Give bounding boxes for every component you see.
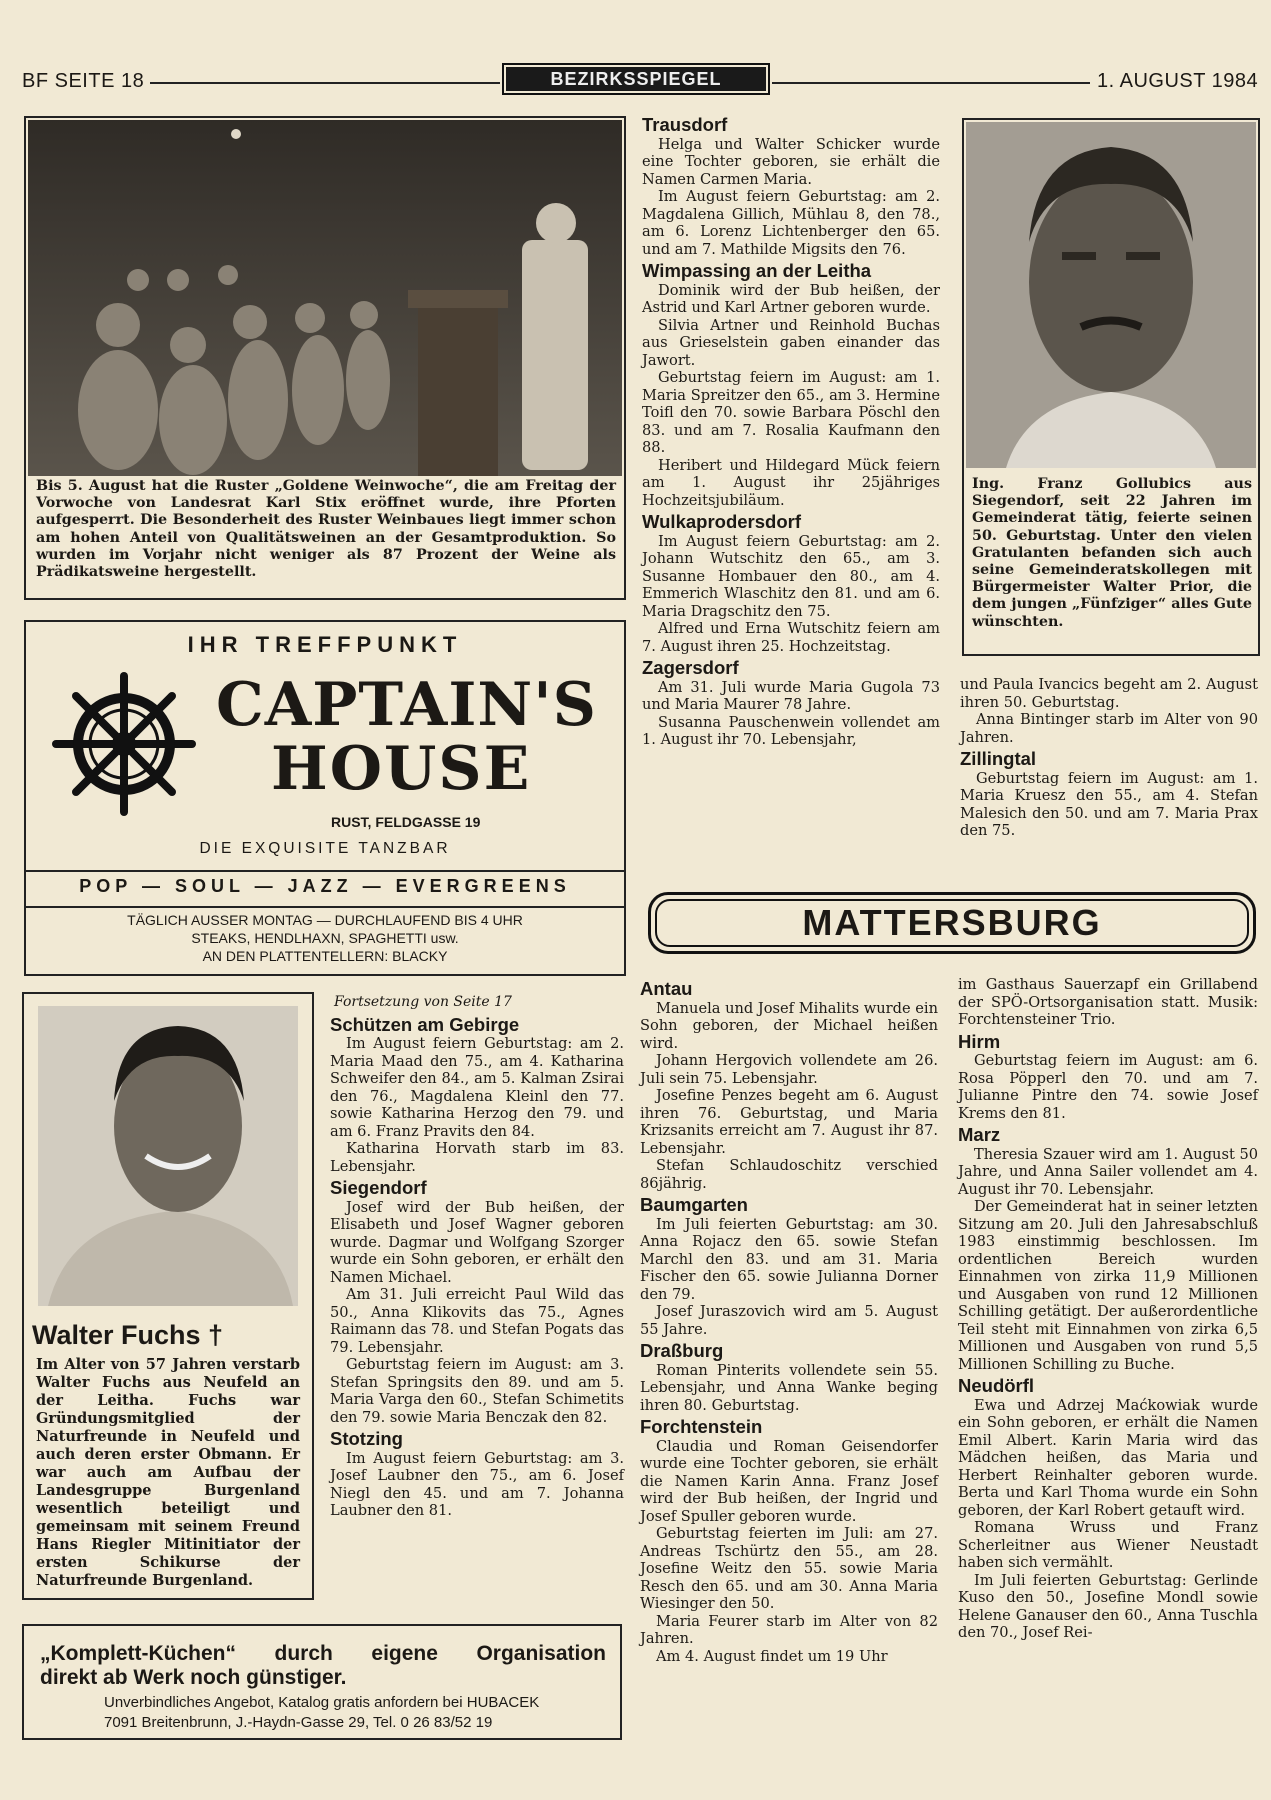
paragraph: Claudia und Roman Geisendorfer wurde eine Tochter geboren, sie erhält die Namen Karin Anna. Franz Josef wird der Bub heißen, der Ingrid und Josef Spuller geboren wurde. — [640, 1437, 938, 1525]
paragraph: Am 31. Juli erreicht Paul Wild das 50., Anna Klikovits das 75., Agnes Raimann das 78. und Stefan Pogats das 79. Lebensjahr. — [330, 1286, 624, 1356]
paragraph: Im August feiern Geburtstag: am 2. Magdalena Gillich, Mühlau 8, den 78., am 6. Lorenz Lichtenberger den 65. und am 7. Mathilde Migsits den 76. — [642, 188, 940, 258]
ruster-photo-image — [28, 120, 622, 476]
masthead — [502, 63, 770, 95]
section-banner — [648, 892, 1256, 954]
paragraph: Im August feiern Geburtstag: am 2. Johann Wutschitz den 65., am 3. Susanne Hombauer den 80., am 4. Emmerich Wlaschitz den 81. und am 6. Maria Dragschitz den 75. — [642, 532, 940, 620]
column-mattersburg-left — [640, 976, 938, 1665]
heading-zagersdorf: Zagersdorf — [642, 657, 739, 678]
paragraph: Josefine Penzes begeht am 6. August ihren 76. Geburtstag, und Maria Krizsanits erreicht am 7. August ihr 87. Lebensjahr. — [640, 1087, 938, 1157]
paragraph: Stefan Schlaudoschitz verschied 86jährig. — [640, 1157, 938, 1192]
paragraph: Im August feiern Geburtstag: am 2. Maria Maad den 75., am 4. Katharina Schweifer den 84., am 5. Kalman Zsirai den 76., Magdalena Kleinl den 77. sowie Katharina Herzog den 79. und am 6. Franz Pravits den 84. — [330, 1035, 624, 1140]
heading-baumgarten: Baumgarten — [640, 1194, 748, 1215]
captain-ad-divider-2 — [26, 906, 624, 908]
paragraph: Theresia Szauer wird am 1. August 50 Jahre, und Anna Sailer vollendet am 4. August ihr 70. Lebensjahr. — [958, 1145, 1259, 1198]
paragraph: Helga und Walter Schicker wurde eine Tochter geboren, sie erhält die Namen Carmen Maria. — [642, 135, 940, 188]
kuechen-ad-headline-1: „Komplett-Küchen“ durch eigene Organisation — [40, 1642, 606, 1665]
kuechen-ad — [22, 1624, 622, 1740]
obituary-photo — [38, 1006, 298, 1306]
column-mattersburg-right — [958, 976, 1258, 1642]
captain-ad-genres: POP — SOUL — JAZZ — EVERGREENS — [79, 876, 571, 896]
gollubics-portrait — [966, 122, 1256, 468]
captain-ad-tagline: IHR TREFFPUNKT — [187, 632, 463, 657]
heading-marz: Marz — [958, 1124, 1001, 1145]
issue-date: 1. AUGUST 1984 — [1097, 70, 1259, 92]
paragraph: Geburtstag feiern im August: am 1. Maria Kruesz den 55., am 4. Stefan Malesich den 50. und am 7. Maria Prax den 75. — [960, 769, 1258, 839]
paragraph: Manuela und Josef Mihalits wurde ein Sohn geboren, der Michael heißen wird. — [640, 999, 938, 1052]
paragraph: Josef wird der Bub heißen, der Elisabeth und Josef Wagner geboren wurde. Dagmar und Wolfgang Szorger wurde ein Sohn geboren, er erhält den Namen Michael. — [330, 1198, 624, 1286]
paragraph: im Gasthaus Sauerzapf ein Grillabend der SPÖ-Ortsorganisation statt. Musik: Forchtensteiner Trio. — [958, 976, 1258, 1028]
paragraph: Am 31. Juli wurde Maria Gugola 73 und Maria Maurer 78 Jahre. — [642, 678, 940, 713]
paragraph: Alfred und Erna Wutschitz feiern am 7. August ihren 25. Hochzeitstag. — [642, 620, 940, 655]
heading-wimpassing: Wimpassing an der Leitha — [642, 260, 872, 281]
heading-zillingtal: Zillingtal — [960, 748, 1037, 769]
captain-ad-address: RUST, FELDGASSE 19 — [331, 814, 481, 830]
captain-ad-hours: TÄGLICH AUSSER MONTAG — DURCHLAUFEND BIS 4 UHR — [127, 912, 523, 928]
ruster-photo — [28, 120, 622, 476]
captain-ad — [24, 620, 626, 976]
walter-fuchs-portrait — [38, 1006, 298, 1306]
heading-drassburg: Draßburg — [640, 1340, 724, 1361]
gollubics-photo — [966, 122, 1256, 468]
paragraph: Geburtstag feiern im August: am 1. Maria Spreitzer den 65., am 3. Hermine Toifl den 70. sowie Barbara Pöschl den 83. und am 7. Rosalia Kaufmann den 88. — [642, 369, 940, 456]
ship-wheel-icon — [52, 672, 196, 816]
kuechen-ad-line-1: Unverbindliches Angebot, Katalog gratis anfordern bei HUBACEK — [104, 1694, 540, 1711]
paragraph: Romana Wruss und Franz Scherleitner aus Wiener Neustadt haben sich vermählt. — [958, 1519, 1258, 1571]
masthead-title: BEZIRKSSPIEGEL — [506, 67, 766, 91]
captain-ad-food: STEAKS, HENDLHAXN, SPAGHETTI usw. — [191, 930, 459, 946]
paragraph: Dominik wird der Bub heißen, der Astrid und Karl Artner geboren wurde. — [642, 281, 940, 316]
paragraph: Am 4. August findet um 19 Uhr — [656, 1647, 888, 1665]
paragraph: Im Juli feierten Geburtstag: am 30. Anna Rojacz den 65. sowie Stefan Marchl den 83. und am 31. Maria Fischer den 65. sowie Julianna Dorner den 79. — [640, 1215, 938, 1303]
obituary-title: Walter Fuchs † — [32, 1320, 224, 1350]
heading-wulkaprodersdorf: Wulkaprodersdorf — [642, 511, 801, 532]
captain-ad-divider-1 — [26, 870, 624, 872]
column-schuetzen — [330, 994, 624, 1520]
paragraph: Anna Bintinger starb im Alter von 90 Jahren. — [960, 711, 1258, 746]
heading-antau: Antau — [640, 978, 693, 999]
paragraph: Im August feiern Geburtstag: am 3. Josef Laubner den 75., am 6. Josef Niegl den 45. und am 7. Johanna Laubner den 81. — [330, 1449, 624, 1519]
ruster-photo-caption: Bis 5. August hat die Ruster „Goldene Weinwoche“, die am Freitag der Vorwoche von Landesrat Karl Stix eröffnet wurde, ihre Pforten aufgesperrt. Die Besonderheit des Ruster Weinbaues liegt immer schon am hohen Anteil von Qualitätsweinen an der Gesamtproduktion. So wurden im Vorjahr nicht weniger als 87 Prozent der Weine als Prädikatsweine hergestellt. — [36, 478, 616, 581]
heading-schuetzen: Schützen am Gebirge — [330, 1013, 520, 1035]
gollubics-caption: Ing. Franz Gollubics aus Siegendorf, seit 22 Jahren im Gemeinderat tätig, feierte seinen 50. Geburtstag. Unter den vielen Gratulanten befanden sich auch seine Gemeinderatskollegen mit Bürgermeister Walter Prior, die dem jungen „Fünfziger“ alles Gute wünschten. — [972, 476, 1252, 630]
paragraph: Im Juli feierten Geburtstag: Gerlinde Kuso den 50., Josefine Mondl sowie Helene Ganauser den 60., Anna Tuschla den 70., Josef Rei- — [958, 1571, 1258, 1641]
header-rule-right — [772, 82, 1090, 84]
paragraph: Geburtstag feierten im Juli: am 27. Andreas Tschürtz den 55., am 28. Josefine Weitz den 55. sowie Maria Resch den 65. und am 30. Anna Maria Wiesinger den 50. — [640, 1525, 938, 1612]
paragraph: Josef Juraszovich wird am 5. August 55 Jahre. — [640, 1303, 938, 1338]
heading-hirm: Hirm — [958, 1030, 1001, 1052]
paragraph: Silvia Artner und Reinhold Buchas aus Grieselstein gaben einander das Jawort. — [642, 316, 940, 369]
heading-trausdorf: Trausdorf — [642, 114, 728, 135]
paragraph: Heribert und Hildegard Mück feiern am 1. August ihr 25jähriges Hochzeitsjubiläum. — [642, 456, 940, 509]
paragraph: Geburtstag feiern im August: am 6. Rosa Pöpperl den 70. und am 7. Julianne Pintre den 74. sowie Josef Krems den 81. — [958, 1052, 1258, 1122]
column-middle-top — [642, 112, 940, 749]
captain-ad-subtitle: DIE EXQUISITE TANZBAR — [199, 840, 451, 857]
paragraph: Roman Pinterits vollendete sein 55. Lebensjahr, und Anna Wanke beging ihren 80. Geburtstag. — [640, 1361, 938, 1414]
kuechen-ad-headline-2: direkt ab Werk noch günstiger. — [40, 1666, 347, 1689]
paragraph: Johann Hergovich vollendete am 26. Juli sein 75. Lebensjahr. — [640, 1052, 938, 1087]
column-right-top — [960, 676, 1258, 840]
paragraph: Katharina Horvath starb im 83. Lebensjahr. — [330, 1140, 624, 1175]
paragraph: Maria Feurer starb im Alter von 82 Jahren. — [640, 1612, 938, 1647]
continuation-note: Fortsetzung von Seite 17 — [334, 994, 512, 1010]
captain-ad-name-line1: CAPTAIN'S — [216, 670, 597, 740]
paragraph: Geburtstag feiern im August: am 3. Stefan Springsits den 89. und am 5. Maria Varga den 60., Stefan Schimetits den 79. sowie Maria Benczak den 82. — [330, 1356, 624, 1426]
obituary-text: Im Alter von 57 Jahren verstarb Walter Fuchs aus Neufeld an der Leitha. Fuchs war Gründungsmitglied der Naturfreunde in Neufeld und auch deren erster Obmann. Er war auch am Aufbau der Landesgruppe Burgenland wesentlich beteiligt und gemeinsam mit seinem Freund Hans Riegler Mitinitiator der ersten Schikurse der Naturfreunde Burgenland. — [36, 1356, 300, 1589]
page-section-label: BF SEITE 18 — [22, 70, 145, 92]
paragraph: Susanna Pauschenwein vollendet am 1. August ihr 70. Lebensjahr, — [642, 713, 940, 748]
captain-ad-dj: AN DEN PLATTENTELLERN: BLACKY — [202, 948, 448, 964]
header-rule-left — [150, 82, 500, 84]
heading-stotzing: Stotzing — [330, 1428, 403, 1449]
captain-ad-name-line2: HOUSE — [271, 734, 532, 804]
section-banner-title: MATTERSBURG — [655, 899, 1249, 947]
paragraph: Ewa und Adrzej Maćkowiak wurde ein Sohn geboren, er erhält die Namen Emil Albert. Karin Maria wird das Mädchen heißen, das Maria und Herbert Reinhalter geboren wurde. Berta und Karl Thoma wurde ein Sohn geboren, der Karl Robert getauft wird. — [958, 1396, 1258, 1519]
kuechen-ad-line-2: 7091 Breitenbrunn, J.-Haydn-Gasse 29, Tel. 0 26 83/52 19 — [104, 1714, 493, 1731]
paragraph: Der Gemeinderat hat in seiner letzten Sitzung am 20. Juli den Jahresabschluß 1983 einstimmig beschlossen. Im ordentlichen Bereich wurden Einnahmen von zirka 11,9 Millionen und Ausgaben von rund 12 Millionen Schilling getätigt. Der außerordentliche Teil steht mit Einnahmen von zirka 6,5 Millionen und Ausgaben von rund 5,5 Millionen Schilling zu Buche. — [958, 1198, 1258, 1373]
heading-neudoerfl: Neudörfl — [958, 1375, 1035, 1396]
heading-forchtenstein: Forchtenstein — [640, 1416, 763, 1437]
heading-siegendorf: Siegendorf — [330, 1177, 427, 1198]
paragraph: und Paula Ivancics begeht am 2. August ihren 50. Geburtstag. — [960, 676, 1258, 711]
